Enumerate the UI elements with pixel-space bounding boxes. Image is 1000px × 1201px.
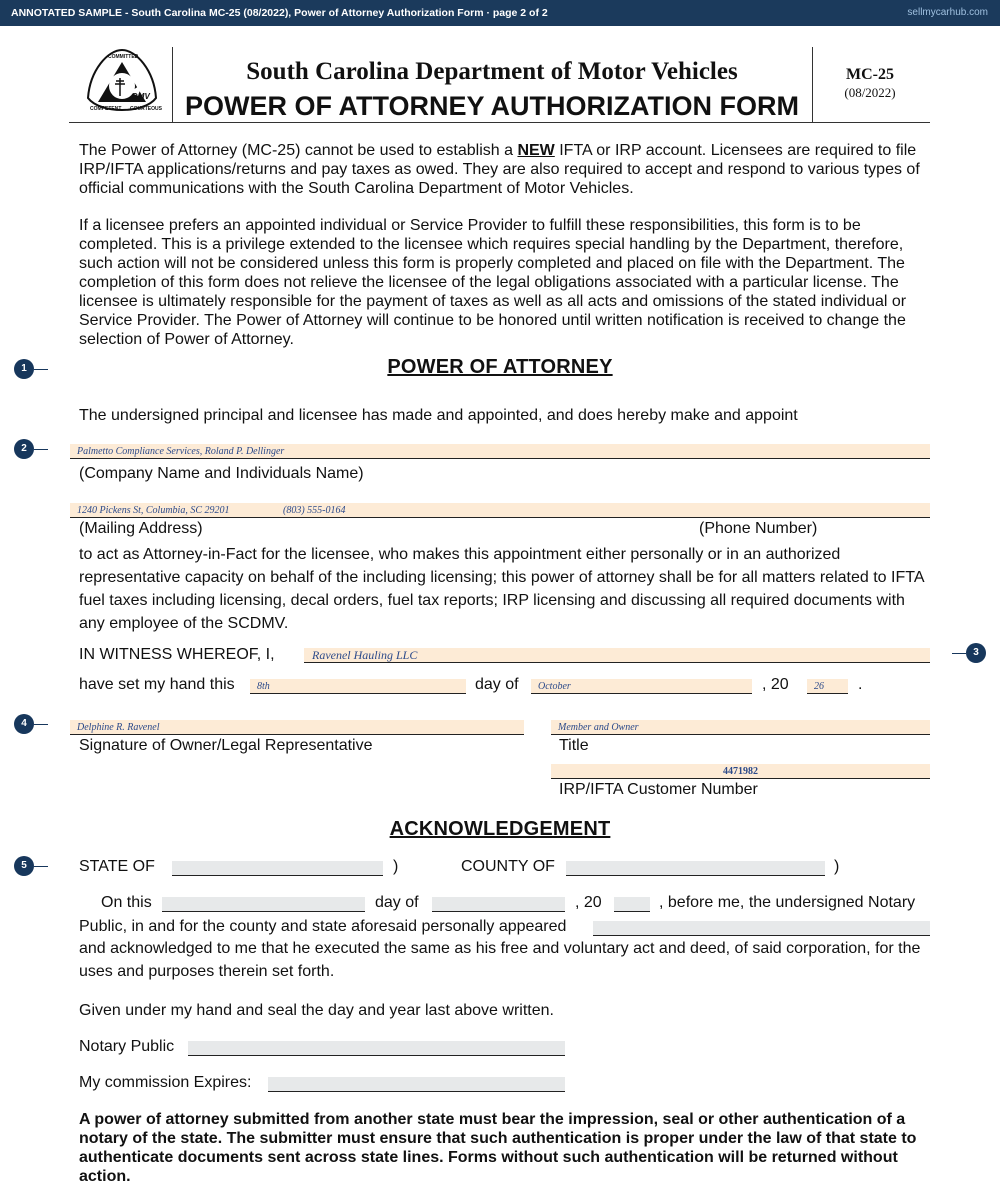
county-of-label: COUNTY OF: [461, 858, 555, 875]
form-number: MC-25: [846, 66, 894, 83]
intro-paragraph-1: [79, 141, 924, 198]
address-line: [70, 517, 930, 518]
county-line: [566, 875, 825, 876]
intro-text-after: IFTA or IRP account. Licensees are required to file IRP/IFTA applications/returns and pay taxes as owed. They are also required to accept and respond to various types of official communications with the South Carolina Department of Motor Vehicles.: [79, 142, 920, 197]
annotation-banner: [0, 0, 1000, 26]
notary-month-field[interactable]: [432, 897, 565, 911]
intro-text-before: The Power of Attorney (MC-25) cannot be used to establish a: [79, 142, 518, 159]
given-under-text: Given under my hand and seal the day and year last above written.: [79, 1002, 554, 1019]
header-rule: [69, 122, 930, 123]
period-mark: .: [858, 676, 863, 693]
acknowledgement-heading: ACKNOWLEDGEMENT: [389, 818, 611, 840]
day-line: [250, 693, 466, 694]
logo-word-competent: COMPETENT: [90, 106, 122, 112]
day-field[interactable]: [250, 679, 466, 693]
notary-public-label: Notary Public: [79, 1038, 175, 1055]
marker-2-leader: [34, 449, 48, 450]
title-label: Title: [559, 737, 589, 754]
notary-day-of-label: day of: [375, 894, 419, 911]
state-line: [172, 875, 383, 876]
notary-year-field[interactable]: [614, 897, 650, 911]
customer-number-label: IRP/IFTA Customer Number: [559, 781, 758, 798]
annotation-marker-3: 3: [966, 643, 986, 663]
dmv-logo: [84, 48, 160, 120]
acknowledge-text: and acknowledged to me that he executed the same as his free and voluntary act and deed, of said corporation, for the uses and purposes therein set forth.: [79, 940, 921, 980]
notary-public-line: [188, 1055, 565, 1056]
before-me-text: , before me, the undersigned Notary: [659, 894, 916, 911]
commission-expires-label: My commission Expires:: [79, 1074, 252, 1091]
signature-label: Signature of Owner/Legal Representative: [79, 737, 373, 754]
header-divider-right: [812, 47, 813, 123]
appeared-name-field[interactable]: [593, 921, 930, 935]
state-field[interactable]: [172, 861, 383, 875]
hand-label: have set my hand this: [79, 676, 235, 693]
signature-line: [70, 734, 524, 735]
poa-scope-text: to act as Attorney-in-Fact for the licensee, who makes this appointment either personally or in an authorized representative capacity on behalf of the including licensing; this power of attorney shall be for all matters related to IFTA fuel taxes including licensing, decal orders, fuel tax reports; IRP licensing and discussing all required documents with any employee of the SCDMV.: [79, 546, 924, 632]
phone-number-label: (Phone Number): [699, 520, 818, 537]
month-line: [531, 693, 752, 694]
logo-word-committed: COMMITTED: [108, 54, 139, 60]
intro-paragraph-2: If a licensee prefers an appointed individual or Service Provider to fulfill these responsibilities, this form is to be completed. This is a privilege extended to the licensee which requires special handling by the Department, therefore, such action will not be considered unless this form is properly completed and placed on file with the Department. The completion of this form does not relieve the licensee of the legal obligations associated with a particular license. The licensee is ultimately responsible for the payment of taxes as well as all acts and omissions of the stated individual or Service Provider. The Power of Attorney will continue to be honored until written notification is received to change the selection of Power of Attorney.: [79, 217, 907, 348]
agency-name: South Carolina Department of Motor Vehicles: [246, 58, 738, 85]
intro-new-emphasis: NEW: [517, 142, 555, 159]
licensee-name-value: Ravenel Hauling LLC: [312, 648, 418, 662]
day-value: 8th: [257, 681, 270, 692]
year-value: 26: [814, 681, 824, 692]
state-of-label: STATE OF: [79, 858, 155, 875]
mailing-address-label: (Mailing Address): [79, 520, 203, 537]
mailing-address-value: 1240 Pickens St, Columbia, SC 29201: [77, 505, 230, 516]
annotation-marker-4: 4: [14, 714, 34, 734]
phone-number-value: (803) 555-0164: [283, 505, 346, 516]
notary-public-field[interactable]: [188, 1041, 565, 1055]
annotation-marker-2: 2: [14, 439, 34, 459]
notary-day-line: [162, 911, 365, 912]
public-appeared-text: Public, in and for the county and state aforesaid personally appeared: [79, 918, 567, 935]
out-of-state-notice: A power of attorney submitted from another state must bear the impression, seal or other authentication of a notary of the state. The submitter must ensure that such authentication is proper under the law of that state to authenticate documents sent across state lines. Forms without such authentication will be returned without action.: [79, 1111, 917, 1185]
banner-site-link[interactable]: sellmycarhub.com: [907, 7, 988, 18]
form-title: POWER OF ATTORNEY AUTHORIZATION FORM: [185, 91, 799, 121]
on-this-label: On this: [101, 894, 152, 911]
appoint-text: The undersigned principal and licensee has made and appointed, and does hereby make and appoint: [79, 407, 798, 424]
month-value: October: [538, 681, 571, 692]
county-paren: ): [834, 858, 840, 875]
commission-expires-line: [268, 1091, 565, 1092]
poa-heading: POWER OF ATTORNEY: [387, 356, 613, 378]
title-line: [551, 734, 930, 735]
marker-4-leader: [34, 724, 48, 725]
customer-number-value: 4471982: [723, 766, 758, 777]
marker-3-leader: [952, 653, 966, 654]
commission-expires-field[interactable]: [268, 1077, 565, 1091]
company-name-value: Palmetto Compliance Services, Roland P. Dellinger: [77, 446, 285, 457]
appeared-name-line: [593, 935, 930, 936]
marker-5-leader: [34, 866, 48, 867]
notary-year-prefix: , 20: [575, 894, 602, 911]
year-line: [807, 693, 848, 694]
notary-month-line: [432, 911, 565, 912]
signature-value: Delphine R. Ravenel: [77, 722, 160, 733]
year-prefix-label: , 20: [762, 676, 789, 693]
state-paren: ): [393, 858, 399, 875]
annotation-marker-5: 5: [14, 856, 34, 876]
header-divider-left: [172, 47, 173, 123]
logo-word-courteous: COURTEOUS: [130, 106, 162, 112]
notary-year-line: [614, 911, 650, 912]
title-value: Member and Owner: [558, 722, 639, 733]
logo-word-dmv: DMV: [132, 92, 150, 101]
company-name-line: [70, 458, 930, 459]
county-field[interactable]: [566, 861, 825, 875]
day-of-label: day of: [475, 676, 519, 693]
witness-label: IN WITNESS WHEREOF, I,: [79, 646, 275, 663]
annotation-marker-1: 1: [14, 359, 34, 379]
banner-title: ANNOTATED SAMPLE - South Carolina MC-25 (08/2022), Power of Attorney Authorization Form · page 2 of 2: [11, 7, 548, 19]
company-name-label: (Company Name and Individuals Name): [79, 465, 364, 482]
notary-day-field[interactable]: [162, 897, 365, 911]
customer-number-line: [551, 778, 930, 779]
form-date: (08/2022): [844, 85, 896, 100]
